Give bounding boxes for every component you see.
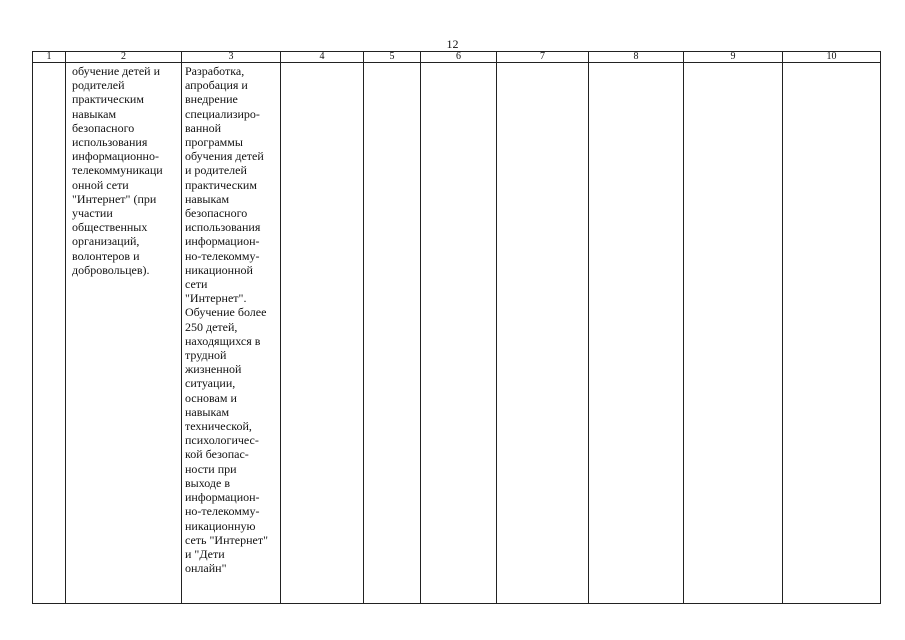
- column-header-1: 1: [33, 52, 66, 63]
- column-header-7: 7: [497, 52, 589, 63]
- column-header-10: 10: [783, 52, 881, 63]
- column-header-4: 4: [281, 52, 364, 63]
- header-row: [33, 52, 881, 63]
- column-header-8: 8: [589, 52, 684, 63]
- cell-col-6: [421, 63, 497, 604]
- cell-text-col-3: Разработка, апробация и внедрение специализиро- ванной программы обучения детей и родителей практическим навыкам безопасного использования информацион- но-телекомму- никационной сети "Интернет". Обучение более 250 детей, находящихся в трудной жизненной ситуации, основам и навыкам технической, психологичес- кой безопас- ности при выходе в информацион- но-телекомму- никационную сеть "Интернет" и "Дети онлайн": [185, 64, 268, 576]
- cell-col-9: [684, 63, 783, 604]
- cell-col-7: [497, 63, 589, 604]
- column-header-5: 5: [364, 52, 421, 63]
- cell-col-10: [783, 63, 881, 604]
- column-header-6: 6: [421, 52, 497, 63]
- column-header-3: 3: [182, 52, 281, 63]
- column-header-9: 9: [684, 52, 783, 63]
- cell-text-col-2: обучение детей и родителей практическим навыкам безопасного использования информационно- телекоммуникаци онной сети "Интернет" (при участии общественных организаций, волонтеров и добровольцев).: [72, 64, 163, 277]
- cell-col-8: [589, 63, 684, 604]
- column-header-2: 2: [66, 52, 182, 63]
- cell-col-5: [364, 63, 421, 604]
- cell-col-4: [281, 63, 364, 604]
- cell-col-3: [182, 63, 281, 604]
- document-table: [32, 51, 881, 604]
- cell-col-2: [66, 63, 182, 604]
- page-number: 12: [446, 37, 459, 51]
- cell-col-1: [33, 63, 66, 604]
- table-row: [33, 63, 881, 604]
